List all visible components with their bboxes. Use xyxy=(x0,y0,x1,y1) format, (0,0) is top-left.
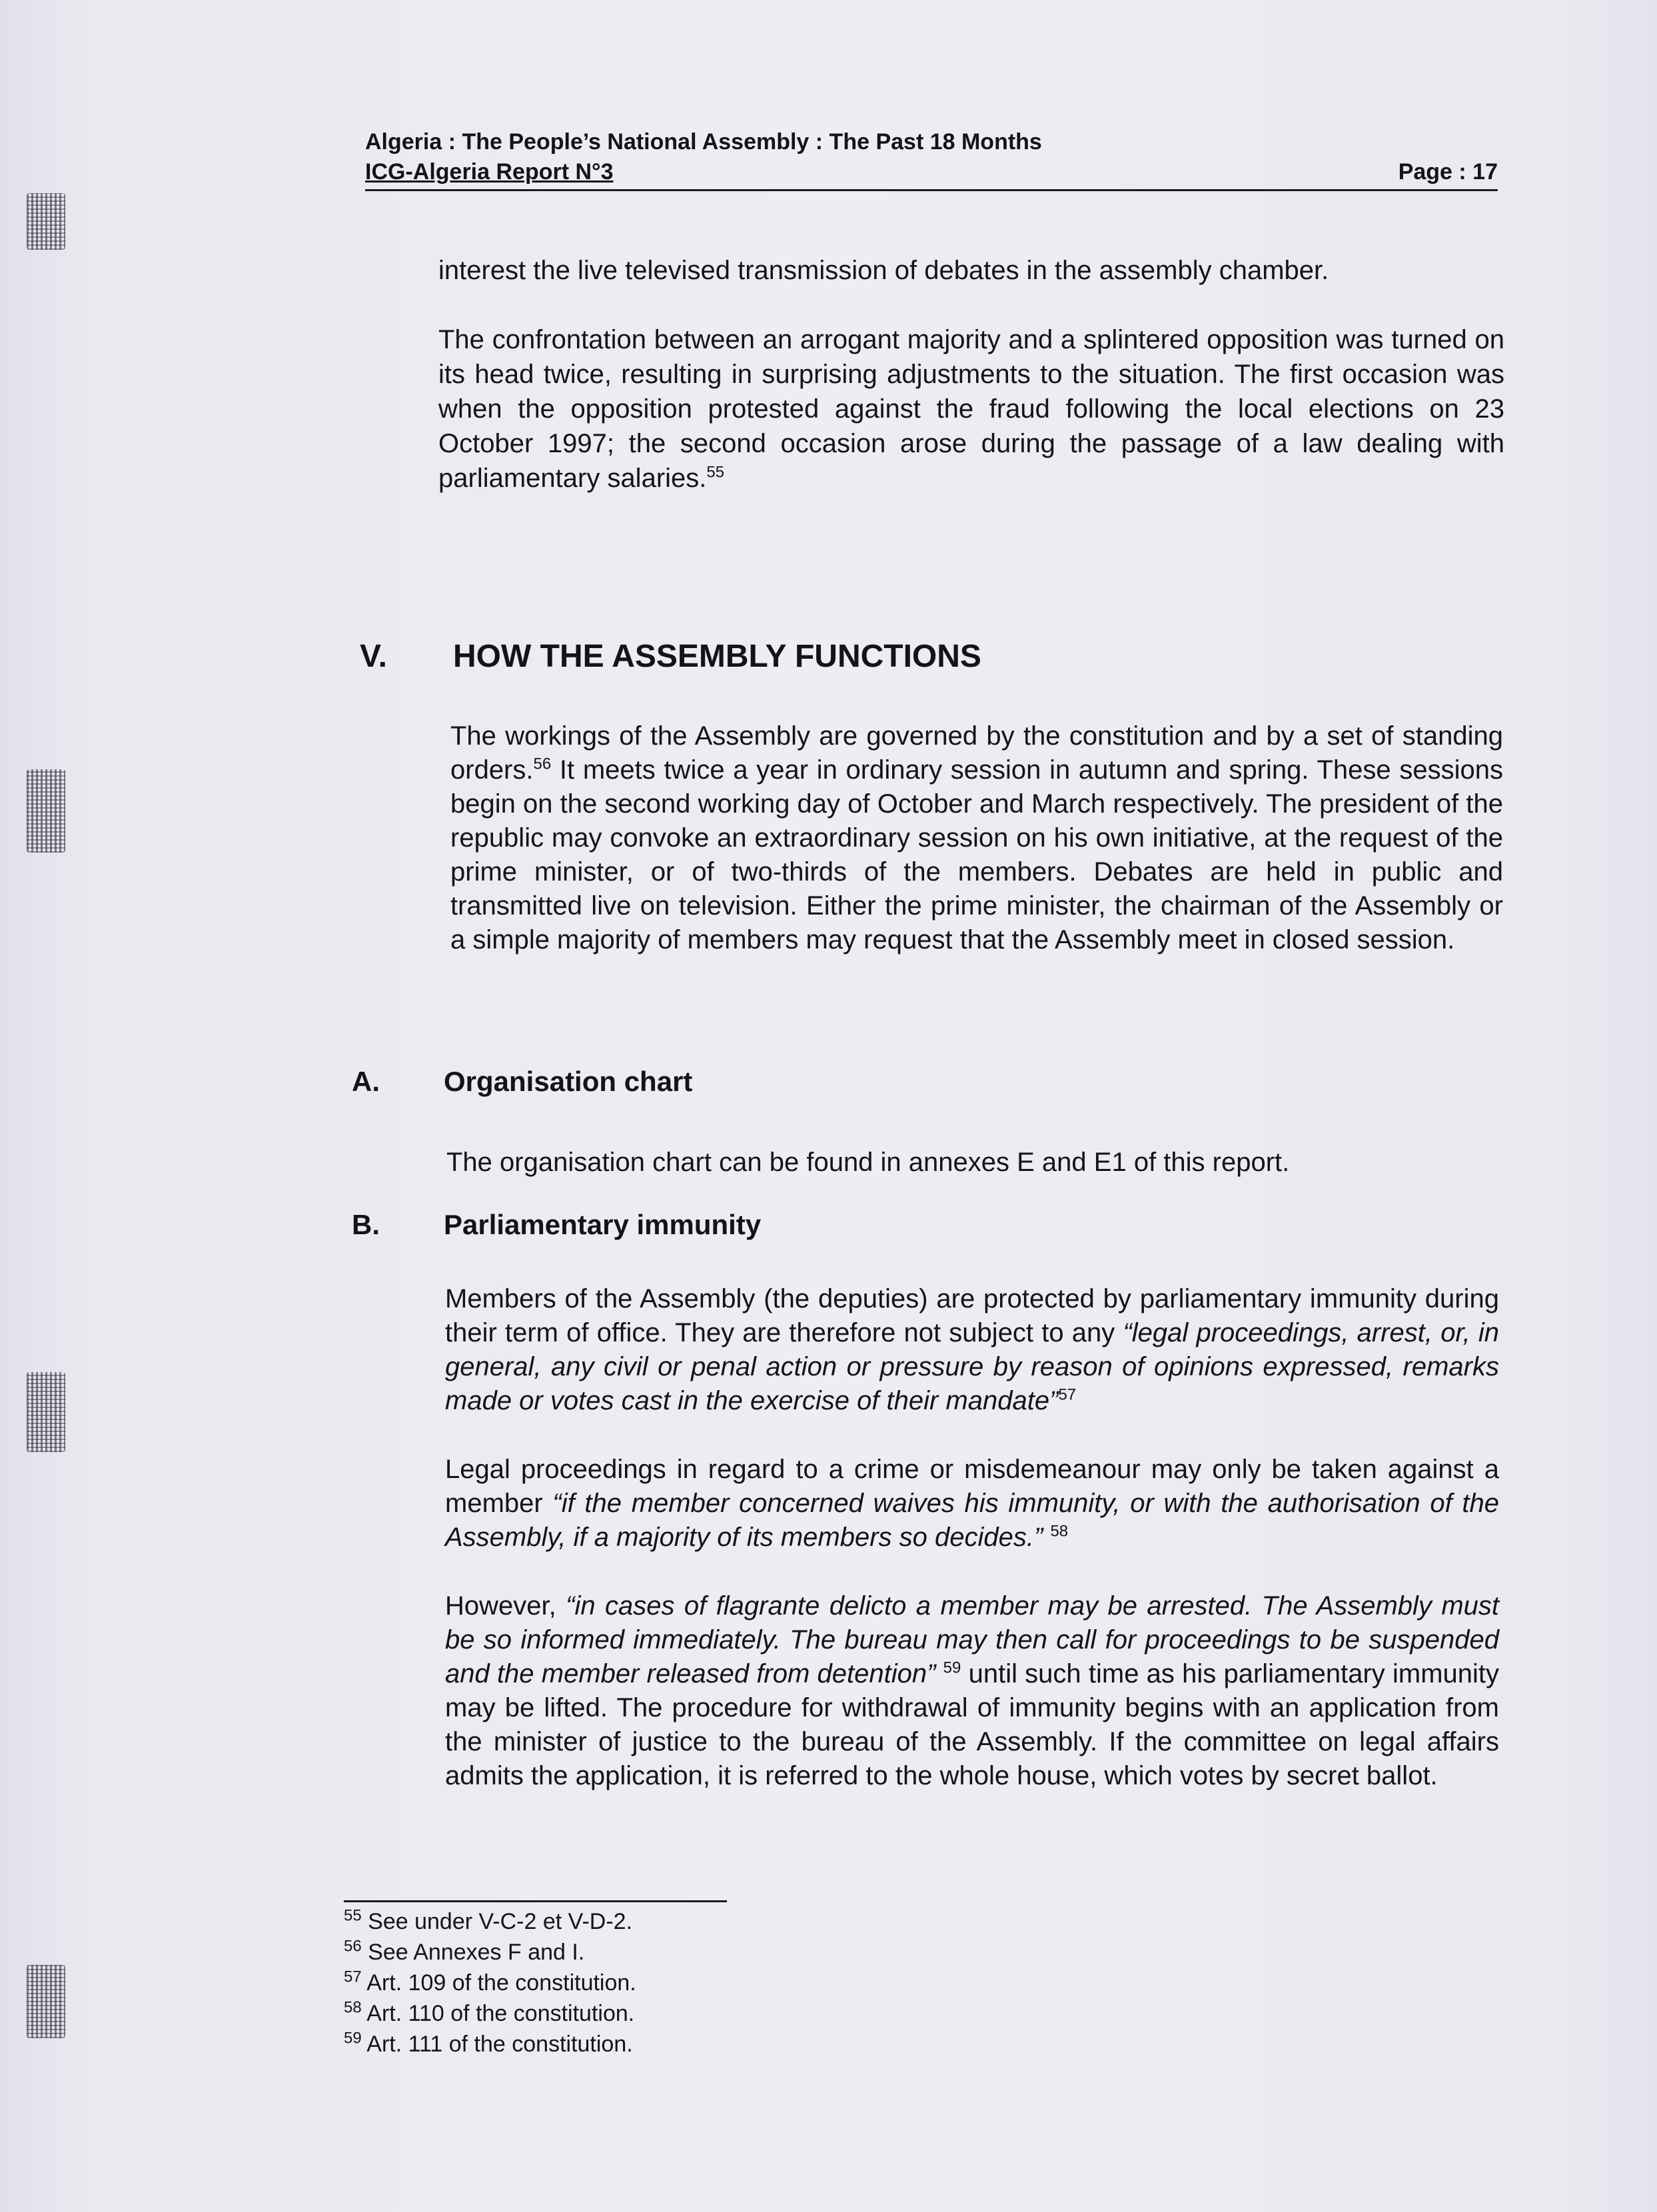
footnote-ref: 55 xyxy=(706,463,725,482)
paragraph: Members of the Assembly (the deputies) are protected by parliamentary immunity during their term of office. They are therefore not subject to any “legal proceedings, arrest, or, in general, any civil or penal action or pressure by reason of opinions expressed, remarks made or votes cast in the exercise of their mandate”$^{57}$ xyxy=(445,1284,1499,1415)
subsection-b-body xyxy=(445,1282,1499,1828)
quotation: “if the member concerned waives his immunity, or with the authorisation of the Assembly, if a majority of its members so decides.” xyxy=(445,1489,1500,1552)
quotation: “legal proceedings, arrest, or, in general, any civil or penal action or pressure by reason of opinions expressed, remarks made or votes cast in the exercise of their mandate” xyxy=(445,1318,1499,1415)
subsection-heading xyxy=(352,1066,692,1098)
paragraph: interest the live televised transmission of debates in the assembly chamber. xyxy=(438,256,1329,285)
section-intro xyxy=(450,719,1503,992)
section-number: V. xyxy=(360,639,387,674)
subsection-a-body xyxy=(446,1146,1499,1214)
subsection-title: Parliamentary immunity xyxy=(444,1209,762,1240)
intro-text xyxy=(438,253,1504,530)
footnote-divider xyxy=(344,1900,727,1902)
subsection-number: B. xyxy=(352,1209,380,1240)
subsection-heading xyxy=(352,1209,761,1241)
footnote: $^{59}$ Art. 111 of the constitution. xyxy=(344,2029,633,2057)
footnote: $^{55}$ See under V-C-2 et V-D-2. xyxy=(344,1906,633,1934)
quotation: “in cases of flagrante delicto a member may be arrested. The Assembly must be so informed immediately. The bureau may then call for proceedings to be suspended and the member released from detention” xyxy=(445,1591,1499,1688)
section-title: HOW THE ASSEMBLY FUNCTIONS xyxy=(453,639,981,674)
bleed-through xyxy=(187,87,1253,127)
paragraph: Legal proceedings in regard to a crime or misdemeanour may only be taken against a member “if the member concerned waives his immunity, or with the authorisation of the Assembly, if a majority of its members so decides.” $^{58}$ xyxy=(445,1455,1500,1552)
header-page-number: Page : 17 xyxy=(1398,159,1498,184)
footnote: $^{57}$ Art. 109 of the constitution. xyxy=(344,1968,636,1996)
scan-artifact xyxy=(27,1965,65,2038)
scan-artifact xyxy=(27,769,65,853)
footnote: $^{56}$ See Annexes F and I. xyxy=(344,1937,585,1965)
subsection-title: Organisation chart xyxy=(444,1066,693,1097)
section-heading xyxy=(360,638,981,675)
scan-artifact xyxy=(27,193,65,250)
header-report-id: ICG-Algeria Report N°3 xyxy=(365,159,614,184)
footnote: $^{58}$ Art. 110 of the constitution. xyxy=(344,1998,635,2026)
footnote-ref: 57 xyxy=(1058,1385,1077,1404)
footnotes xyxy=(344,1906,636,2059)
paragraph: The organisation chart can be found in annexes E and E1 of this report. xyxy=(446,1148,1290,1177)
paragraph: However, “in cases of flagrante delicto a member may be arrested. The Assembly must be so informed immediately. The bureau may then call for proceedings to be suspended and the member released from detention” $^{59}$ until such time as his parliamentary immunity may be lifted. The procedure for withdrawal of immunity begins with an application from the minister of justice to the bureau of the Assembly. If the committee on legal affairs admits the application, it is referred to the whole house, which votes by secret ballot. xyxy=(445,1591,1500,1790)
footnote-ref: 59 xyxy=(943,1659,961,1677)
scan-artifact xyxy=(27,1372,65,1452)
paragraph: The workings of the Assembly are governed by the constitution and by a set of standing orders.$^{56}$ It meets twice a year in ordinary session in autumn and spring. These sessions begin on the second working day of October and March respectively. The president of the republic may convoke an extraordinary session on his own initiative, at the request of the prime minister, or of two-thirds of the members. Debates are held in public and transmitted live on television. Either the prime minister, the chairman of the Assembly or a simple majority of members may request that the Assembly meet in closed session. xyxy=(450,721,1503,954)
header-title: Algeria : The People’s National Assembly : The Past 18 Months xyxy=(365,129,1042,155)
footnote-ref: 58 xyxy=(1050,1522,1069,1541)
subsection-number: A. xyxy=(352,1066,380,1097)
footnote-ref: 56 xyxy=(533,755,552,773)
page-header xyxy=(365,127,1498,191)
paragraph: The confrontation between an arrogant majority and a splintered opposition was turned on its head twice, resulting in surprising adjustments to the situation. The first occasion was when the opposition protested against the fraud following the local elections on 23 October 1997; the second occasion arose during the passage of a law dealing with parliamentary salaries.$^{55}$ xyxy=(438,325,1504,493)
